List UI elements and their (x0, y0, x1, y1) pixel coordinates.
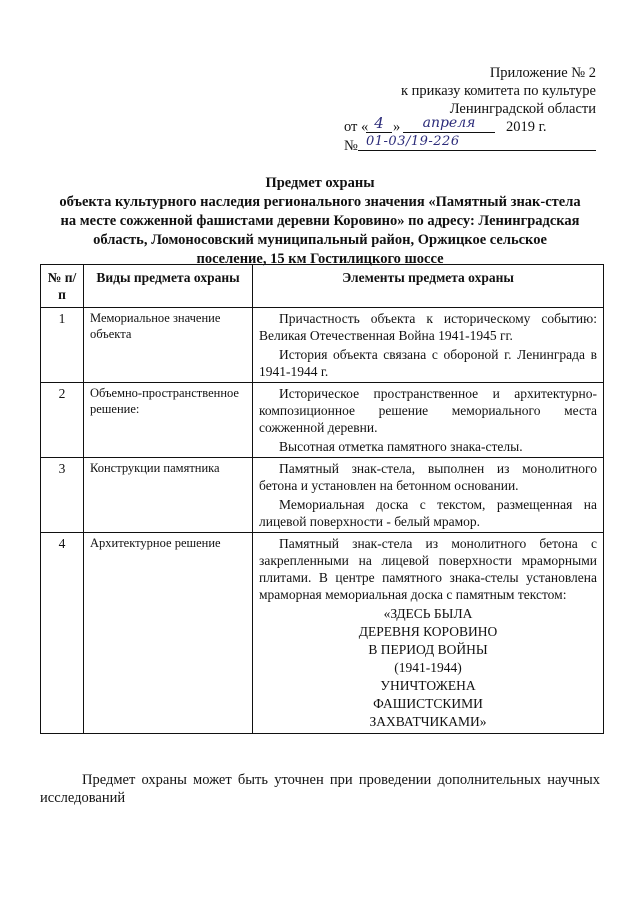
protection-subject-table (40, 264, 604, 734)
document-title (30, 174, 610, 269)
title-line-2: объекта культурного наследия регионального значения «Памятный знак-стела (59, 194, 581, 210)
row-elements (253, 308, 604, 383)
appendix-region: Ленинградской области (449, 101, 596, 117)
row-num: 1 (41, 308, 84, 383)
row-kind: Конструкции памятника (84, 458, 253, 533)
table-header-row (41, 265, 604, 308)
inscription-line: ЗАХВАТЧИКАМИ» (369, 714, 487, 729)
title-line-1: Предмет охраны (265, 175, 375, 191)
table-row (41, 383, 604, 458)
appendix-number: Приложение № 2 (489, 65, 596, 81)
appendix-header (336, 64, 596, 156)
header-kind: Виды предмета охраны (84, 265, 253, 308)
row-num: 2 (41, 383, 84, 458)
elements-paragraph: Памятный знак-стела, выполнен из монолитного бетона и установлен на бетонном основании. (259, 461, 597, 493)
inscription-line: УНИЧТОЖЕНА (380, 678, 476, 693)
row-num: 3 (41, 458, 84, 533)
title-line-5: поселение, 15 км Гостилицкого шоссе (196, 251, 444, 267)
elements-paragraph: Историческое пространственное и архитектурно-композиционное решение мемориального места сожженной деревни. (259, 386, 597, 435)
elements-paragraph: История объекта связана с обороной г. Ленинграда в 1941-1944 г. (259, 347, 597, 379)
elements-paragraph: Памятный знак-стела из монолитного бетона с закрепленными на лицевой поверхности мраморными плитами. В центре памятного знака-стелы установлена мраморная мемориальная доска с памятным текстом: (259, 536, 597, 602)
header-num: № п/п (41, 265, 84, 308)
closing-note: Предмет охраны может быть уточнен при проведении дополнительных научных исследований (40, 772, 600, 806)
row-kind: Архитектурное решение (84, 533, 253, 734)
table-row (41, 308, 604, 383)
date-month-handwritten: апреля (403, 114, 495, 133)
appendix-order-ref: к приказу комитета по культуре (400, 83, 596, 99)
header-elements: Элементы предмета охраны (253, 265, 604, 308)
order-number-handwritten: 01-03/19-226 (358, 133, 596, 151)
date-year: 2019 г. (506, 119, 547, 135)
date-prefix: от « (344, 119, 369, 135)
row-num: 4 (41, 533, 84, 734)
inscription-line: (1941-1944) (394, 660, 462, 675)
date-day-handwritten: 4 (366, 114, 392, 133)
number-sign: № (344, 138, 358, 154)
row-elements (253, 458, 604, 533)
row-elements (253, 383, 604, 458)
row-elements (253, 533, 604, 734)
row-kind: Мемориальное значение объекта (84, 308, 253, 383)
elements-paragraph: Причастность объекта к историческому событию: Великая Отечественная Война 1941-1945 гг. (259, 311, 597, 343)
title-line-3: на месте сожженной фашистами деревни Коровино» по адресу: Ленинградская (60, 213, 580, 229)
inscription-line: В ПЕРИОД ВОЙНЫ (368, 642, 488, 657)
inscription-line: ФАШИСТСКИМИ (373, 696, 483, 711)
elements-paragraph: Мемориальная доска с текстом, размещенная на лицевой поверхности - белый мрамор. (259, 497, 597, 529)
row-kind: Объемно-пространственное решение: (84, 383, 253, 458)
inscription-line: «ЗДЕСЬ БЫЛА (383, 606, 473, 621)
order-number (336, 134, 596, 156)
elements-paragraph: Высотная отметка памятного знака-стелы. (279, 439, 523, 454)
memorial-inscription (259, 605, 597, 731)
date-mid: » (393, 119, 401, 135)
title-line-4: область, Ломоносовский муниципальный район, Оржицкое сельское (93, 232, 547, 248)
table-row (41, 533, 604, 734)
inscription-line: ДЕРЕВНЯ КОРОВИНО (358, 624, 498, 639)
table-row (41, 458, 604, 533)
